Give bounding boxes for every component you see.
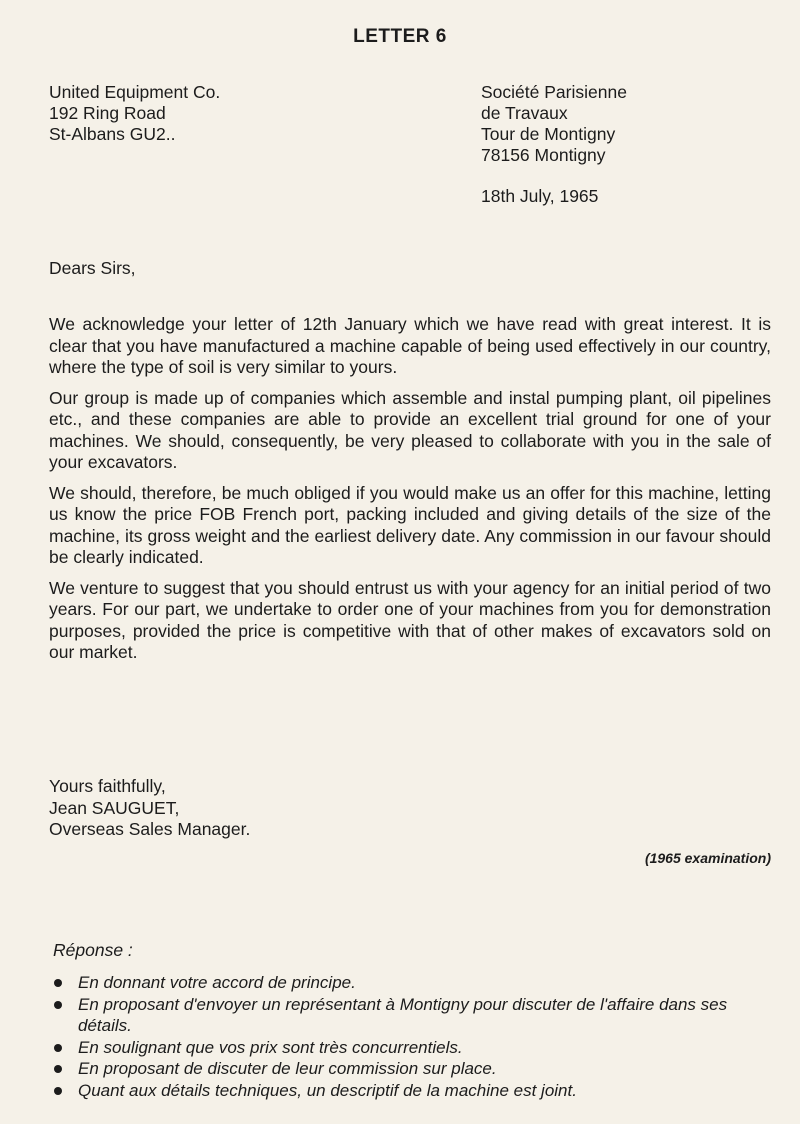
bullet-icon xyxy=(54,979,62,987)
bullet-icon xyxy=(54,1065,62,1073)
list-item-text: En donnant votre accord de principe. xyxy=(78,973,356,992)
list-item-text: En proposant d'envoyer un représentant à Montigny pour discuter de l'affaire dans ses détails. xyxy=(78,994,728,1035)
recipient-address xyxy=(481,82,627,166)
sender-address xyxy=(49,82,220,145)
sender-line: St-Albans GU2.. xyxy=(49,124,176,144)
letter-date: 18th July, 1965 xyxy=(481,186,599,206)
bullet-icon xyxy=(54,1044,62,1052)
reponse-list xyxy=(52,972,782,1101)
bullet-icon xyxy=(54,1087,62,1095)
bullet-icon xyxy=(54,1001,62,1009)
list-item-text: Quant aux détails techniques, un descriptif de la machine est joint. xyxy=(78,1080,577,1100)
recipient-line: Tour de Montigny xyxy=(481,124,616,144)
letter-body xyxy=(49,314,771,673)
recipient-line: de Travaux xyxy=(481,103,568,123)
list-item xyxy=(52,1080,782,1102)
letter-title: LETTER 6 xyxy=(353,26,447,47)
body-paragraph: Our group is made up of companies which assemble and instal pumping plant, oil pipelines etc., and these companies are able to provide an excellent trial ground for one of your machines. We should, consequently, be very pleased to collaborate with you in the sale of your excavators. xyxy=(49,387,771,472)
salutation: Dears Sirs, xyxy=(49,258,136,278)
signatory-title: Overseas Sales Manager. xyxy=(49,819,251,839)
body-paragraph: We should, therefore, be much obliged if you would make us an offer for this machine, letting us know the price FOB French port, packing included and giving details of the size of the machine, its gross weight and the earliest delivery date. Any commission in our favour should be clearly indicated. xyxy=(49,482,771,567)
list-item xyxy=(52,972,782,994)
reponse-heading: Réponse : xyxy=(53,940,133,960)
body-paragraph: We venture to suggest that you should entrust us with your agency for an initial period of two years. For our part, we undertake to order one of your machines from you for demonstration purposes, provided the price is competitive with that of other makes of excavators sold on our market. xyxy=(49,577,771,662)
list-item xyxy=(52,1037,782,1059)
list-item-text: En soulignant que vos prix sont très concurrentiels. xyxy=(78,1037,463,1057)
closing-line: Yours faithfully, xyxy=(49,776,166,796)
sender-line: 192 Ring Road xyxy=(49,103,166,123)
body-paragraph: We acknowledge your letter of 12th January which we have read with great interest. It is clear that you have manufactured a machine capable of being used effectively in our country, where the type of soil is very similar to yours. xyxy=(49,314,771,377)
exam-note: (1965 examination) xyxy=(644,850,771,866)
signatory-name: Jean SAUGUET, xyxy=(49,797,180,818)
sender-line: United Equipment Co. xyxy=(49,82,221,102)
list-item xyxy=(52,994,782,1037)
recipient-line: 78156 Montigny xyxy=(481,145,606,165)
recipient-line: Société Parisienne xyxy=(481,82,627,102)
list-item xyxy=(52,1058,782,1080)
list-item-text: En proposant de discuter de leur commission sur place. xyxy=(78,1059,497,1078)
closing-block xyxy=(49,776,250,841)
